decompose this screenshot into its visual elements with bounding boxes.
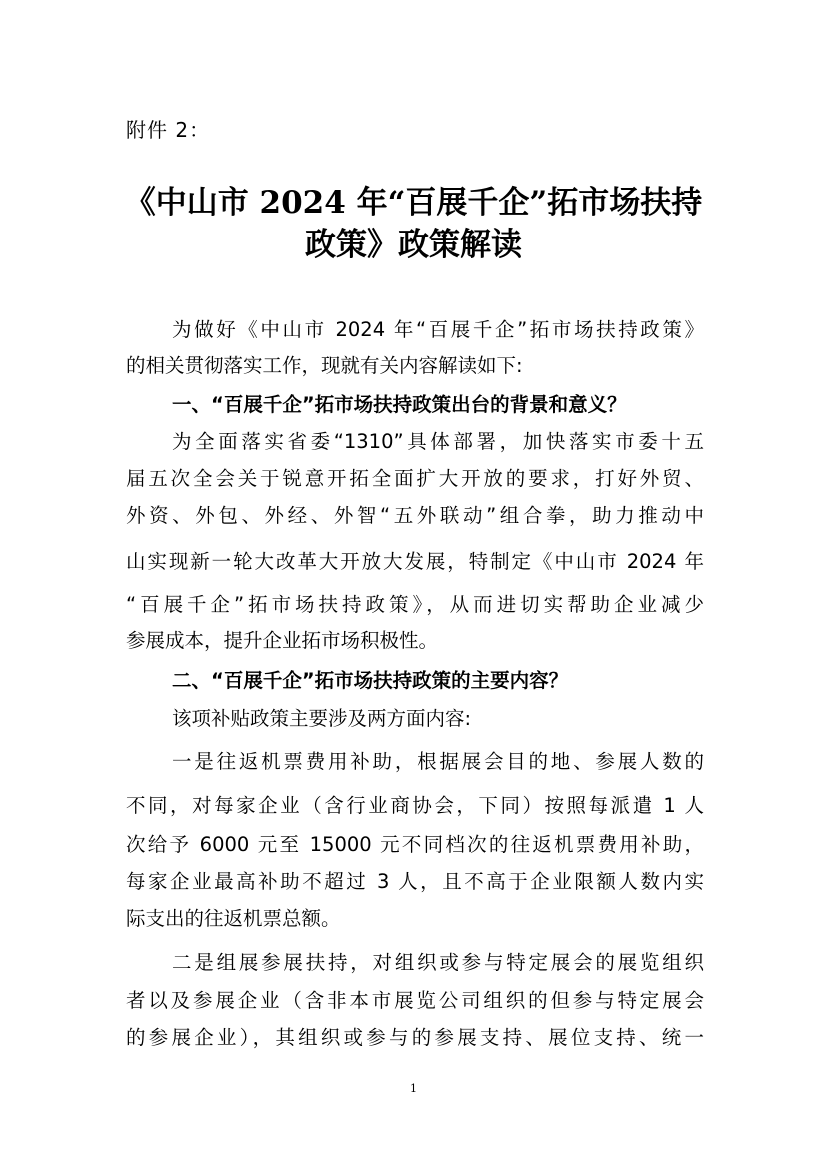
intro-line-2: 的相关贯彻落实工作，现就有关内容解读如下:: [126, 354, 523, 377]
document-title-line-1: 《中山市 2024 年“百展千企”拓市场扶持: [124, 185, 703, 221]
para1-line-2: 届五次全会关于锐意开拓全面扩大开放的要求，打好外贸、: [126, 467, 704, 490]
para3-line-3: 次给予 6000 元至 15000 元不同档次的往返机票费用补助，: [126, 833, 704, 856]
para3-line-1: 一是往返机票费用补助，根据展会目的地、参展人数的: [172, 750, 704, 773]
para4-line-1: 二是组展参展扶持，对组织或参与特定展会的展览组织: [172, 951, 704, 974]
para4-line-3: 的参展企业），其组织或参与的参展支持、展位支持、统一: [126, 1026, 704, 1049]
attachment-label: 附件 2：: [126, 118, 211, 142]
para1-line-5: “百展千企”拓市场扶持政策》，从而进切实帮助企业减少: [126, 593, 704, 616]
para1-line-6: 参展成本，提升企业拓市场积极性。: [126, 629, 439, 652]
section-heading-1: 一、“百展千企”拓市场扶持政策出台的背景和意义？: [172, 393, 627, 416]
para3-line-2: 不同，对每家企业（含行业商协会，下同）按照每派遣 1 人: [126, 794, 704, 817]
para3-line-4: 每家企业最高补助不超过 3 人，且不高于企业限额人数内实: [126, 870, 704, 893]
section-heading-2: 二、“百展千企”拓市场扶持政策的主要内容？: [172, 669, 569, 692]
intro-line-1: 为做好《中山市 2024 年“百展千企”拓市场扶持政策》: [172, 318, 704, 341]
para1-line-3: 外资、外包、外经、外智“五外联动”组合拳，助力推动中: [126, 504, 704, 527]
para1-line-1: 为全面落实省委“1310”具体部署，加快落实市委十五: [172, 430, 704, 453]
para1-line-4: 山实现新一轮大改革大开放大发展，特制定《中山市 2024 年: [126, 550, 704, 573]
para2-line-1: 该项补贴政策主要涉及两方面内容:: [172, 707, 472, 730]
document-title-line-2: 政策》政策解读: [305, 227, 522, 263]
page-number: 1: [410, 1082, 417, 1095]
para4-line-2: 者以及参展企业（含非本市展览公司组织的但参与特定展会: [126, 989, 704, 1012]
para3-line-5: 际支出的往返机票总额。: [126, 907, 341, 930]
